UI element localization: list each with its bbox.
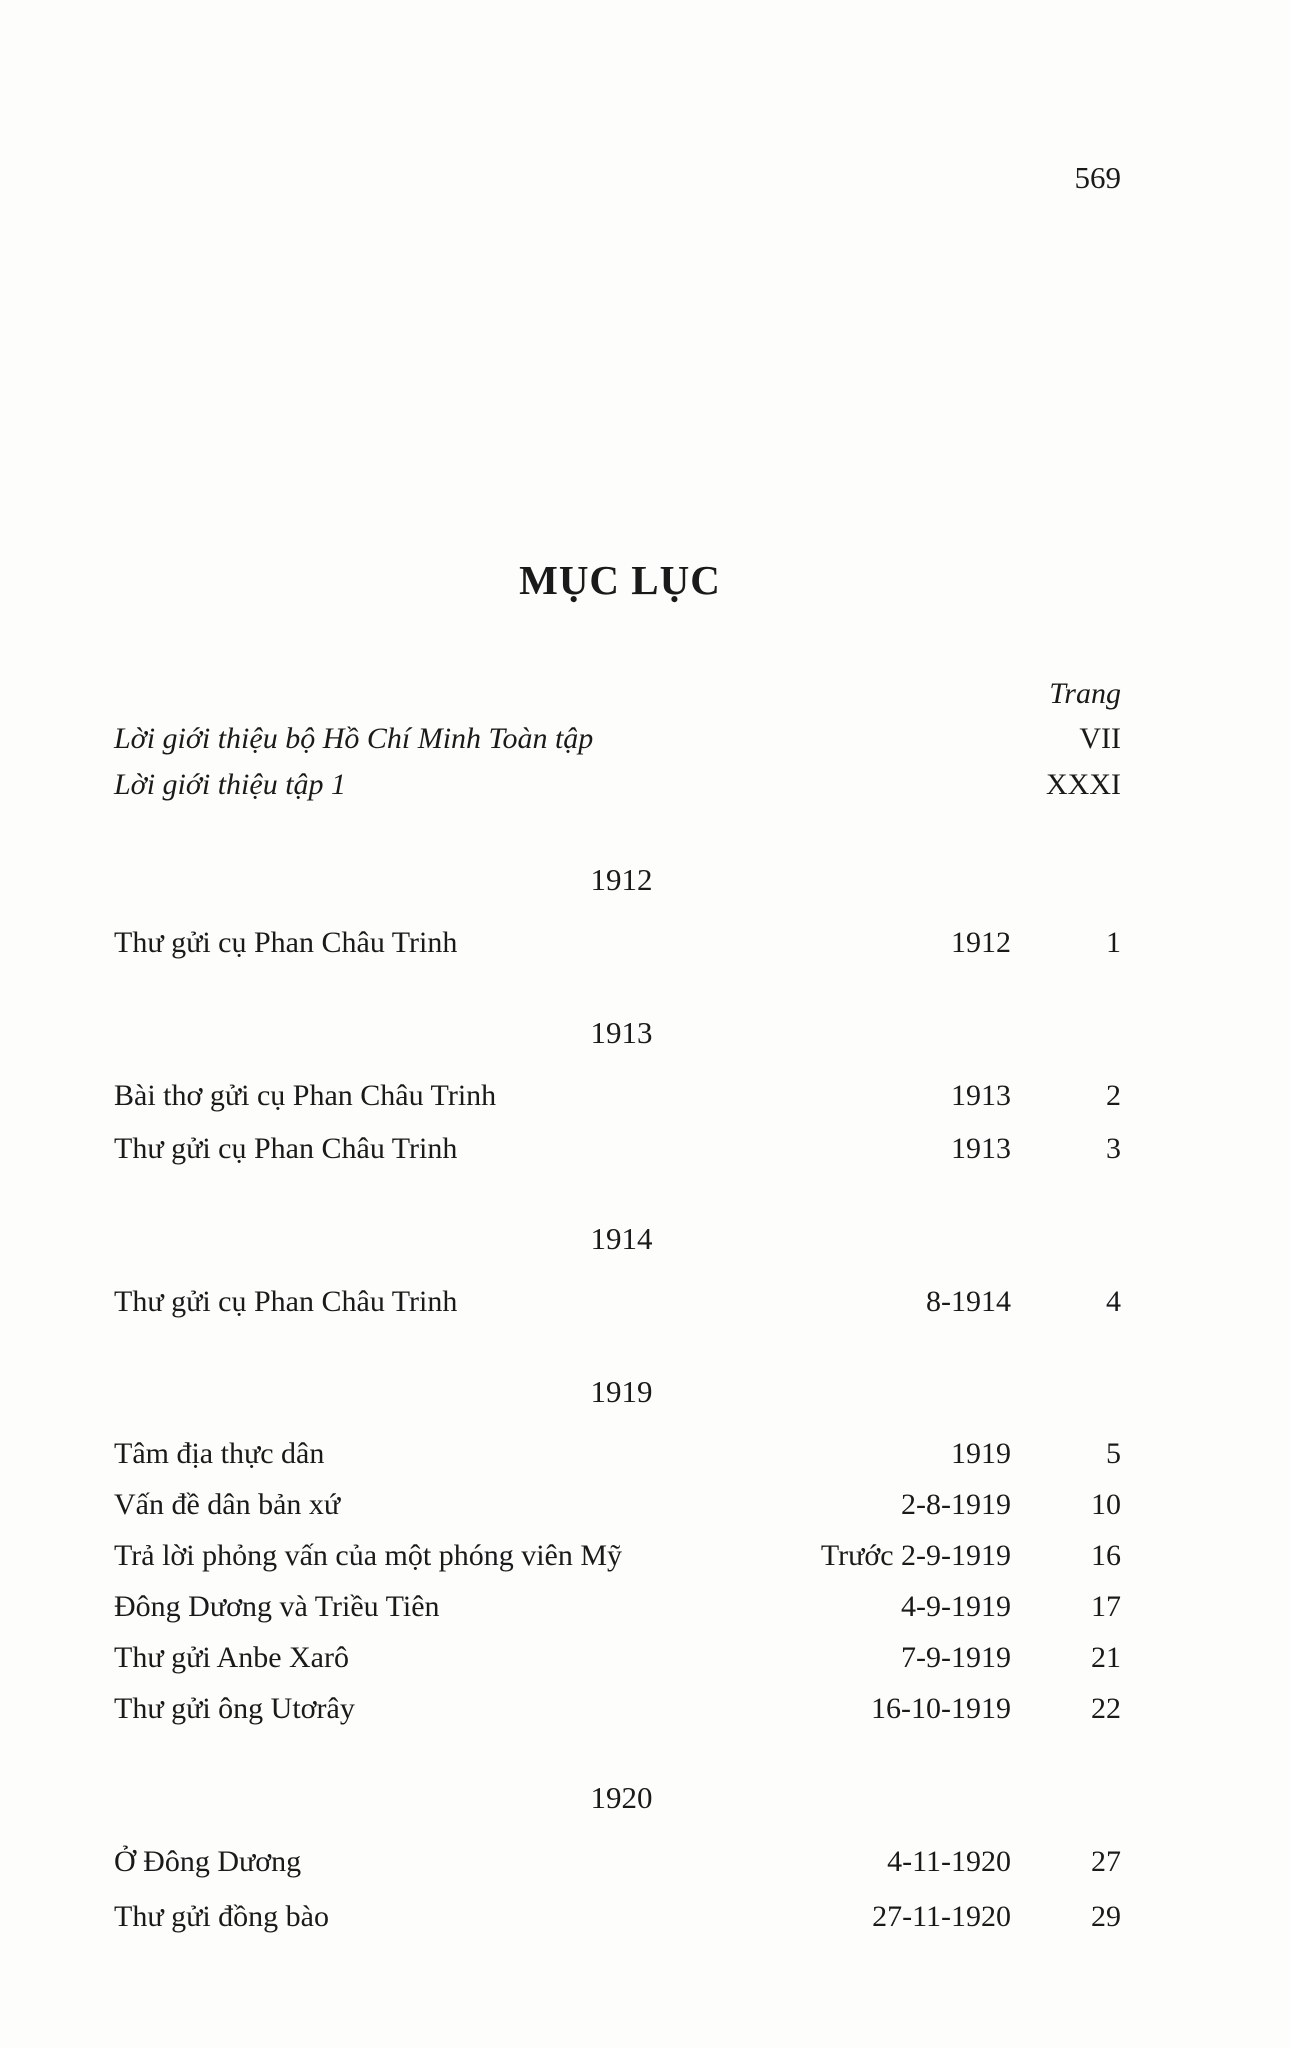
toc-entry-page: 3 — [1106, 1132, 1121, 1165]
toc-entry-date: 8-1914 — [926, 1285, 1011, 1318]
toc-section-1912 — [114, 860, 1121, 969]
toc-entry[interactable] — [114, 1530, 1121, 1581]
page-number: 569 — [1074, 160, 1121, 195]
toc-entry-title: Thư gửi cụ Phan Châu Trinh — [114, 1285, 458, 1318]
toc-entry[interactable] — [114, 1834, 1121, 1889]
year-heading: 1914 — [590, 1221, 653, 1256]
toc-entry-date: 4-9-1919 — [901, 1590, 1011, 1623]
toc-entry-date: Trước 2-9-1919 — [820, 1539, 1011, 1572]
toc-entry-page: 21 — [1091, 1641, 1121, 1674]
toc-entry-date: 16-10-1919 — [871, 1692, 1011, 1725]
toc-entry-date: 7-9-1919 — [901, 1641, 1011, 1674]
toc-entry-title: Thư gửi Anbe Xarô — [114, 1641, 349, 1674]
toc-entry-title: Ở Đông Dương — [114, 1845, 302, 1878]
toc-entry-date: 1912 — [951, 926, 1011, 959]
toc-entry-title: Thư gửi cụ Phan Châu Trinh — [114, 926, 458, 959]
toc-entry-date: 27-11-1920 — [872, 1900, 1011, 1933]
page-column-label: Trang — [1049, 677, 1121, 710]
toc-section-1920 — [114, 1778, 1121, 1944]
toc-entry[interactable] — [114, 916, 1121, 969]
toc-entry-page: 17 — [1091, 1590, 1121, 1623]
toc-section-1913 — [114, 1013, 1121, 1175]
toc-entry[interactable] — [114, 1428, 1121, 1479]
toc-entry[interactable] — [114, 1069, 1121, 1122]
toc-entry-page: 10 — [1091, 1488, 1121, 1521]
toc-entry-title: Bài thơ gửi cụ Phan Châu Trinh — [114, 1079, 497, 1112]
table-of-contents — [114, 672, 1121, 1944]
toc-entry-page: 22 — [1091, 1692, 1121, 1725]
year-heading: 1912 — [590, 862, 653, 897]
toc-entry[interactable] — [114, 1889, 1121, 1944]
toc-intro-title: Lời giới thiệu tập 1 — [114, 768, 347, 801]
toc-entry-title: Tâm địa thực dân — [114, 1437, 325, 1470]
toc-entry[interactable] — [114, 1275, 1121, 1328]
toc-entry[interactable] — [114, 1479, 1121, 1530]
toc-intro-entry[interactable] — [114, 716, 1121, 762]
toc-entry-title: Trả lời phỏng vấn của một phóng viên Mỹ — [114, 1539, 623, 1572]
toc-entry-page: 29 — [1091, 1900, 1121, 1933]
page-title: MỤC LỤC — [519, 557, 721, 603]
toc-section-1914 — [114, 1219, 1121, 1328]
toc-entry-date: 1919 — [951, 1437, 1011, 1470]
year-heading: 1913 — [590, 1015, 653, 1050]
toc-entry[interactable] — [114, 1632, 1121, 1683]
toc-entry[interactable] — [114, 1581, 1121, 1632]
toc-entry-page: 16 — [1091, 1539, 1121, 1572]
toc-entry[interactable] — [114, 1122, 1121, 1175]
toc-entry-page: 4 — [1106, 1285, 1121, 1318]
toc-entry-page: 27 — [1091, 1845, 1121, 1878]
page-column-header — [114, 672, 1121, 716]
toc-entry-page: 2 — [1106, 1079, 1121, 1112]
toc-intro-title: Lời giới thiệu bộ Hồ Chí Minh Toàn tập — [114, 722, 594, 755]
toc-intro-page: VII — [1079, 722, 1121, 755]
toc-entry-title: Đông Dương và Triều Tiên — [114, 1590, 440, 1623]
toc-entry[interactable] — [114, 1683, 1121, 1734]
toc-entry-title: Thư gửi ông Utơrây — [114, 1692, 355, 1725]
toc-entry-title: Thư gửi cụ Phan Châu Trinh — [114, 1132, 458, 1165]
year-heading: 1919 — [590, 1374, 653, 1409]
toc-entry-title: Thư gửi đồng bào — [114, 1900, 329, 1933]
toc-intro-entry[interactable] — [114, 762, 1121, 808]
toc-entry-date: 4-11-1920 — [887, 1845, 1011, 1878]
year-heading: 1920 — [590, 1780, 653, 1815]
toc-entry-date: 2-8-1919 — [901, 1488, 1011, 1521]
toc-section-1919 — [114, 1372, 1121, 1734]
toc-intro-page: XXXI — [1046, 768, 1121, 801]
toc-entry-page: 5 — [1106, 1437, 1121, 1470]
toc-entry-page: 1 — [1106, 926, 1121, 959]
toc-entry-date: 1913 — [951, 1079, 1011, 1112]
toc-entry-title: Vấn đề dân bản xứ — [114, 1488, 341, 1521]
toc-entry-date: 1913 — [951, 1132, 1011, 1165]
